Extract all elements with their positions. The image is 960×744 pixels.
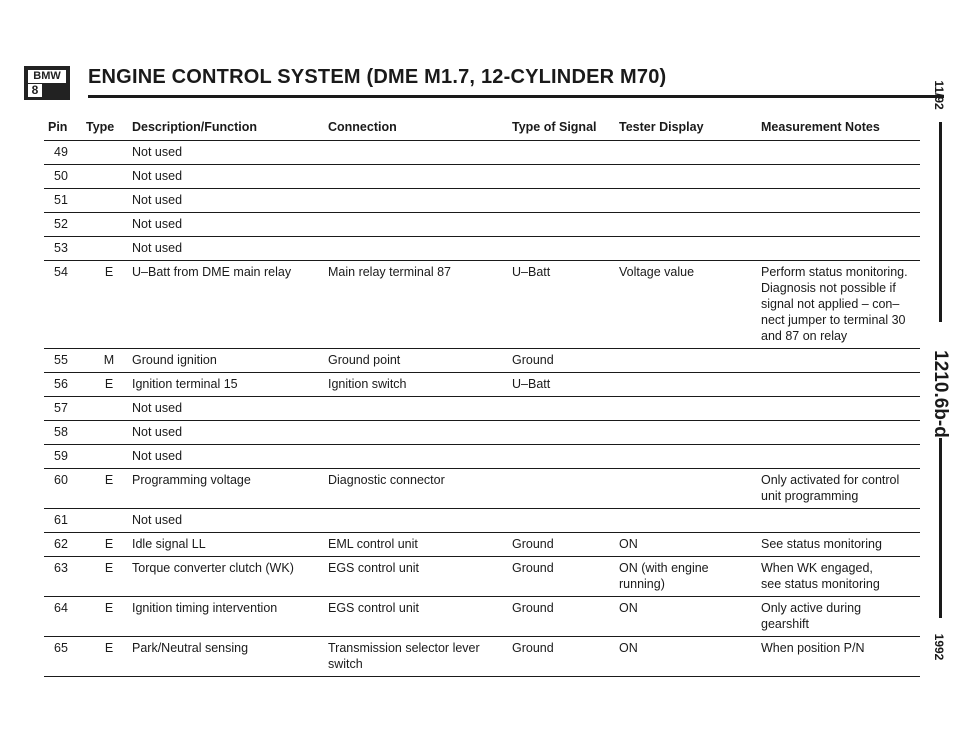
- signal-cell: Ground: [512, 557, 619, 597]
- pin-cell: 49: [44, 141, 86, 165]
- table-row: [44, 445, 920, 469]
- signal-cell: [512, 445, 619, 469]
- page-header: [24, 62, 924, 102]
- tester-cell: ON (with engine running): [619, 557, 761, 597]
- type-cell: E: [86, 597, 132, 637]
- description-cell: Not used: [132, 445, 328, 469]
- notes-cell: Perform status monitoring. Diagnosis not possible if signal not applied – con– nect jumper to terminal 30 and 87 on relay: [761, 261, 920, 349]
- connection-cell: Ground point: [328, 349, 512, 373]
- table-row: [44, 421, 920, 445]
- signal-cell: [512, 421, 619, 445]
- pin-cell: 60: [44, 469, 86, 509]
- tester-cell: [619, 397, 761, 421]
- notes-cell: When position P/N: [761, 637, 920, 677]
- tester-cell: [619, 213, 761, 237]
- tester-cell: ON: [619, 637, 761, 677]
- type-cell: [86, 445, 132, 469]
- side-rule-upper: [939, 122, 942, 322]
- notes-cell: When WK engaged, see status monitoring: [761, 557, 920, 597]
- connection-cell: Ignition switch: [328, 373, 512, 397]
- pin-cell: 64: [44, 597, 86, 637]
- description-cell: Ignition timing intervention: [132, 597, 328, 637]
- pin-cell: 50: [44, 165, 86, 189]
- tester-cell: [619, 141, 761, 165]
- description-cell: Idle signal LL: [132, 533, 328, 557]
- column-header-signal: Type of Signal: [512, 120, 619, 141]
- notes-cell: [761, 165, 920, 189]
- description-cell: U–Batt from DME main relay: [132, 261, 328, 349]
- side-year: 1992: [932, 633, 946, 661]
- connection-cell: Main relay terminal 87: [328, 261, 512, 349]
- connection-cell: [328, 165, 512, 189]
- bmw-logo: [24, 66, 70, 100]
- table-row: [44, 373, 920, 397]
- type-cell: E: [86, 373, 132, 397]
- side-date: 11/92: [932, 80, 946, 110]
- connection-cell: [328, 421, 512, 445]
- notes-cell: [761, 213, 920, 237]
- type-cell: [86, 237, 132, 261]
- tester-cell: ON: [619, 597, 761, 637]
- title-underline: [88, 95, 944, 98]
- signal-cell: [512, 397, 619, 421]
- table-row: [44, 237, 920, 261]
- type-cell: E: [86, 469, 132, 509]
- signal-cell: U–Batt: [512, 261, 619, 349]
- description-cell: Programming voltage: [132, 469, 328, 509]
- table-row: [44, 533, 920, 557]
- notes-cell: [761, 189, 920, 213]
- type-cell: E: [86, 533, 132, 557]
- description-cell: Not used: [132, 397, 328, 421]
- table-row: [44, 213, 920, 237]
- table-row: [44, 349, 920, 373]
- tester-cell: [619, 165, 761, 189]
- logo-text: BMW: [28, 70, 66, 83]
- table-row: [44, 469, 920, 509]
- pin-cell: 63: [44, 557, 86, 597]
- pin-cell: 58: [44, 421, 86, 445]
- column-header-description: Description/Function: [132, 120, 328, 141]
- notes-cell: Only activated for control unit programming: [761, 469, 920, 509]
- pin-cell: 52: [44, 213, 86, 237]
- description-cell: Not used: [132, 213, 328, 237]
- pin-table: [44, 120, 920, 677]
- notes-cell: [761, 373, 920, 397]
- pin-cell: 57: [44, 397, 86, 421]
- tester-cell: [619, 469, 761, 509]
- table-row: [44, 261, 920, 349]
- type-cell: [86, 165, 132, 189]
- table-row: [44, 165, 920, 189]
- description-cell: Torque converter clutch (WK): [132, 557, 328, 597]
- notes-cell: [761, 397, 920, 421]
- description-cell: Not used: [132, 141, 328, 165]
- signal-cell: [512, 237, 619, 261]
- pin-cell: 61: [44, 509, 86, 533]
- description-cell: Not used: [132, 237, 328, 261]
- table-row: [44, 509, 920, 533]
- notes-cell: [761, 421, 920, 445]
- description-cell: Not used: [132, 189, 328, 213]
- description-cell: Not used: [132, 165, 328, 189]
- logo-number: 8: [28, 84, 42, 97]
- pin-cell: 54: [44, 261, 86, 349]
- notes-cell: [761, 349, 920, 373]
- connection-cell: [328, 189, 512, 213]
- description-cell: Not used: [132, 509, 328, 533]
- notes-cell: Only active during gearshift: [761, 597, 920, 637]
- connection-cell: [328, 237, 512, 261]
- connection-cell: [328, 397, 512, 421]
- tester-cell: [619, 373, 761, 397]
- column-header-tester: Tester Display: [619, 120, 761, 141]
- notes-cell: [761, 445, 920, 469]
- type-cell: E: [86, 557, 132, 597]
- page-title: ENGINE CONTROL SYSTEM (DME M1.7, 12-CYLINDER M70): [88, 66, 667, 88]
- tester-cell: Voltage value: [619, 261, 761, 349]
- tester-cell: [619, 421, 761, 445]
- connection-cell: [328, 141, 512, 165]
- signal-cell: [512, 165, 619, 189]
- type-cell: M: [86, 349, 132, 373]
- connection-cell: EGS control unit: [328, 557, 512, 597]
- connection-cell: EGS control unit: [328, 597, 512, 637]
- type-cell: [86, 213, 132, 237]
- table-row: [44, 597, 920, 637]
- pin-cell: 56: [44, 373, 86, 397]
- signal-cell: [512, 509, 619, 533]
- table-row: [44, 637, 920, 677]
- pin-cell: 51: [44, 189, 86, 213]
- pin-cell: 62: [44, 533, 86, 557]
- tester-cell: [619, 509, 761, 533]
- pin-cell: 53: [44, 237, 86, 261]
- table-row: [44, 557, 920, 597]
- signal-cell: [512, 189, 619, 213]
- signal-cell: Ground: [512, 533, 619, 557]
- type-cell: [86, 421, 132, 445]
- column-header-notes: Measurement Notes: [761, 120, 920, 141]
- type-cell: [86, 141, 132, 165]
- signal-cell: [512, 469, 619, 509]
- description-cell: Park/Neutral sensing: [132, 637, 328, 677]
- tester-cell: ON: [619, 533, 761, 557]
- connection-cell: Transmission selector lever switch: [328, 637, 512, 677]
- description-cell: Ignition terminal 15: [132, 373, 328, 397]
- type-cell: [86, 189, 132, 213]
- notes-cell: [761, 237, 920, 261]
- pin-cell: 65: [44, 637, 86, 677]
- table-row: [44, 189, 920, 213]
- side-section-code: 1210.6b-d: [930, 350, 951, 438]
- connection-cell: Diagnostic connector: [328, 469, 512, 509]
- description-cell: Not used: [132, 421, 328, 445]
- notes-cell: [761, 509, 920, 533]
- table-header-row: [44, 120, 920, 141]
- signal-cell: U–Batt: [512, 373, 619, 397]
- signal-cell: Ground: [512, 637, 619, 677]
- column-header-type: Type: [86, 120, 132, 141]
- description-cell: Ground ignition: [132, 349, 328, 373]
- signal-cell: Ground: [512, 597, 619, 637]
- connection-cell: [328, 509, 512, 533]
- connection-cell: EML control unit: [328, 533, 512, 557]
- tester-cell: [619, 189, 761, 213]
- tester-cell: [619, 349, 761, 373]
- type-cell: [86, 509, 132, 533]
- pin-cell: 59: [44, 445, 86, 469]
- column-header-pin: Pin: [44, 120, 86, 141]
- table-row: [44, 141, 920, 165]
- type-cell: E: [86, 261, 132, 349]
- notes-cell: [761, 141, 920, 165]
- column-header-connection: Connection: [328, 120, 512, 141]
- type-cell: [86, 397, 132, 421]
- signal-cell: Ground: [512, 349, 619, 373]
- notes-cell: See status monitoring: [761, 533, 920, 557]
- connection-cell: [328, 445, 512, 469]
- tester-cell: [619, 237, 761, 261]
- side-rule-lower: [939, 438, 942, 618]
- signal-cell: [512, 141, 619, 165]
- connection-cell: [328, 213, 512, 237]
- pin-cell: 55: [44, 349, 86, 373]
- type-cell: E: [86, 637, 132, 677]
- signal-cell: [512, 213, 619, 237]
- tester-cell: [619, 445, 761, 469]
- table-row: [44, 397, 920, 421]
